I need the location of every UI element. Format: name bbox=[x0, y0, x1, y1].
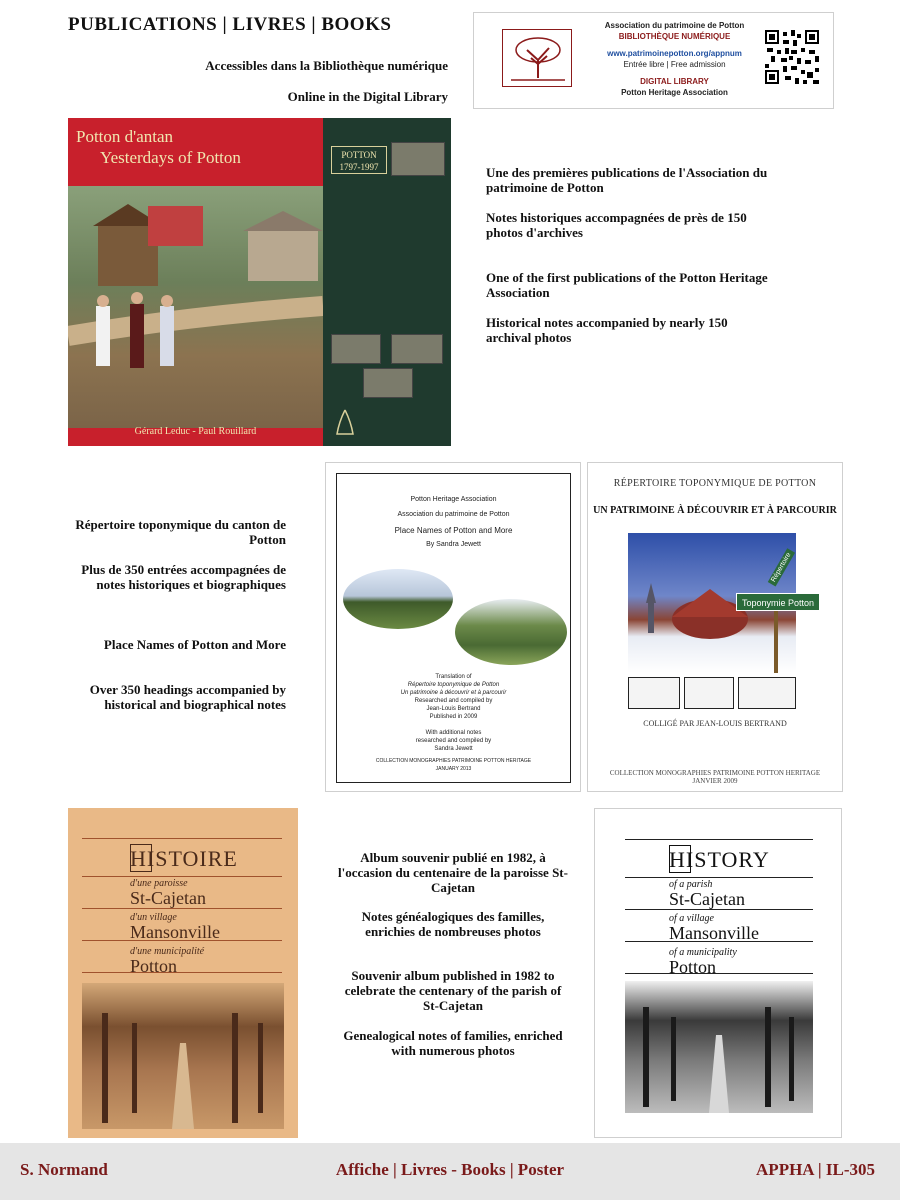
book1-badge-line1: POTTON bbox=[341, 150, 377, 160]
book1-title-line2: Yesterdays of Potton bbox=[100, 148, 241, 167]
access-text-fr: Accessibles dans la Bibliothèque numérique bbox=[205, 58, 448, 73]
footer-reference: APPHA | IL-305 bbox=[756, 1160, 875, 1179]
tree-road-image bbox=[82, 983, 284, 1129]
library-url-link[interactable]: www.patrimoinepotton.org/appnum bbox=[607, 49, 742, 58]
qr-code-icon[interactable] bbox=[763, 28, 821, 86]
book1-description-en-1: One of the first publications of the Potton Heritage Association bbox=[486, 270, 768, 300]
book1-mini-photo bbox=[391, 334, 443, 364]
association-name-fr: Association du patrimoine de Potton bbox=[604, 21, 745, 30]
book3-collection bbox=[588, 769, 842, 785]
book1-date-badge bbox=[331, 146, 387, 174]
page-title: PUBLICATIONS | LIVRES | BOOKS bbox=[68, 14, 392, 35]
book4-description-en-2: Genealogical notes of families, enriched with numerous photos bbox=[343, 1028, 563, 1058]
book4-rule bbox=[82, 876, 282, 877]
book3-street-sign: Toponymie Potton bbox=[736, 593, 820, 611]
association-emblem-icon bbox=[335, 408, 355, 436]
book5-line: of a municipality bbox=[669, 947, 737, 958]
book2-cover-line: Translation of bbox=[435, 674, 472, 680]
library-name-fr: BIBLIOTHÈQUE NUMÉRIQUE bbox=[618, 32, 731, 41]
book5-parish-name: St-Cajetan bbox=[669, 889, 745, 909]
book5-rule bbox=[625, 973, 813, 974]
book5-village-name: Mansonville bbox=[669, 923, 759, 943]
book1-cover-photo bbox=[68, 186, 323, 428]
book2-cover-line: COLLECTION MONOGRAPHIES PATRIMOINE POTTON HERITAGE bbox=[375, 758, 532, 764]
book1-side-panel bbox=[323, 118, 451, 446]
village-scene-image bbox=[68, 186, 323, 428]
book4-line: d'une municipalité bbox=[130, 946, 205, 957]
book2-description-en-1: Place Names of Potton and More bbox=[103, 637, 286, 652]
book2-cover-line: Researched and compiled by bbox=[414, 698, 493, 704]
book3-compiled-by: COLLIGÉ PAR JEAN-LOUIS BERTRAND bbox=[643, 719, 787, 728]
book3-sketch-bridge bbox=[684, 677, 734, 709]
book1-description-fr-2: Notes historiques accompagnées de près de 150 photos d'archives bbox=[486, 210, 747, 240]
book2-cover-line: Répertoire toponymique de Potton bbox=[407, 682, 500, 688]
book-cover-repertoire-toponymique[interactable] bbox=[587, 462, 843, 792]
book3-collection-name: COLLECTION MONOGRAPHIES PATRIMOINE POTTON HERITAGE bbox=[609, 769, 821, 777]
book2-cover-line: With additional notes bbox=[425, 730, 482, 736]
book2-building-photo bbox=[455, 599, 567, 665]
book2-description-fr-1: Répertoire toponymique du canton de Potton bbox=[75, 517, 286, 547]
book5-line: of a parish bbox=[669, 879, 713, 890]
book2-cover-line: Published in 2009 bbox=[429, 714, 478, 720]
book4-line: d'un village bbox=[130, 912, 177, 923]
book3-sketch-road bbox=[628, 677, 680, 709]
book-cover-potton-dantan[interactable] bbox=[68, 118, 451, 446]
book4-description-en-1: Souvenir album published in 1982 to celebrate the centenary of the parish of St-Cajetan bbox=[344, 968, 562, 1013]
book4-municipality-name: Potton bbox=[130, 956, 178, 976]
admission-text: Entrée libre | Free admission bbox=[623, 60, 726, 69]
access-text-en: Online in the Digital Library bbox=[287, 89, 448, 104]
book5-line: of a village bbox=[669, 913, 714, 924]
book-cover-history[interactable] bbox=[594, 808, 842, 1138]
book4-village-name: Mansonville bbox=[130, 922, 220, 942]
book3-header: RÉPERTOIRE TOPONYMIQUE DE POTTON bbox=[613, 478, 817, 489]
book2-cover-line: Association du patrimoine de Potton bbox=[397, 511, 510, 518]
book1-mini-photo bbox=[363, 368, 413, 398]
book1-mini-photo bbox=[331, 334, 381, 364]
book1-title bbox=[76, 126, 326, 168]
book2-cover-line: Jean-Louis Bertrand bbox=[426, 706, 481, 712]
book5-tree-lined-road-photo bbox=[625, 981, 813, 1113]
association-name-en: Potton Heritage Association bbox=[621, 88, 728, 97]
footer-caption: Affiche | Livres - Books | Poster bbox=[335, 1160, 565, 1179]
book2-description-en-2: Over 350 headings accompanied by historical and biographical notes bbox=[89, 682, 286, 712]
book2-cover-line: Potton Heritage Association bbox=[410, 496, 497, 503]
book1-description-en-2: Historical notes accompanied by nearly 150 archival photos bbox=[486, 315, 728, 345]
book2-cover-line: researched and compiled by bbox=[415, 738, 492, 744]
book1-title-line1: Potton d'antan bbox=[76, 127, 174, 146]
book4-rule bbox=[82, 972, 282, 973]
book2-mountain-photo bbox=[343, 569, 453, 629]
book1-authors: Gérard Leduc - Paul Rouillard bbox=[134, 426, 257, 437]
book-cover-histoire[interactable] bbox=[68, 808, 298, 1138]
book2-cover-line: JANUARY 2013 bbox=[435, 766, 472, 772]
book4-line: d'une paroisse bbox=[130, 878, 188, 889]
book1-mini-photo bbox=[391, 142, 445, 176]
tree-road-image bbox=[625, 981, 813, 1113]
book1-description-fr-1: Une des premières publications de l'Association du patrimoine de Potton bbox=[486, 165, 768, 195]
digital-library-card bbox=[473, 12, 834, 109]
book5-municipality-name: Potton bbox=[669, 957, 717, 977]
book5-rule bbox=[625, 877, 813, 878]
association-logo bbox=[502, 29, 572, 87]
book2-cover-title: Place Names of Potton and More bbox=[394, 526, 513, 535]
book5-title: HISTORY bbox=[669, 847, 770, 872]
book5-rule bbox=[625, 839, 813, 840]
book4-description-fr-1: Album souvenir publié en 1982, à l'occasion du centenaire de la paroisse St-Cajetan bbox=[338, 850, 568, 895]
book3-date: JANVIER 2009 bbox=[692, 777, 738, 785]
book3-sketch-church bbox=[738, 677, 796, 709]
book2-description-fr-2: Plus de 350 entrées accompagnées de notes historiques et biographiques bbox=[81, 562, 286, 592]
book4-title: HISTOIRE bbox=[130, 846, 238, 871]
book4-rule bbox=[82, 838, 282, 839]
book2-cover-line: Un patrimoine à découvrir et à parcourir bbox=[400, 690, 507, 696]
book2-cover-author: By Sandra Jewett bbox=[426, 541, 481, 548]
book4-tree-lined-road-photo bbox=[82, 983, 284, 1129]
book3-street-sign-small: Répertoire bbox=[768, 548, 795, 586]
library-name-en: DIGITAL LIBRARY bbox=[640, 77, 709, 86]
book1-badge-line2: 1797-1997 bbox=[339, 162, 379, 172]
book4-description-fr-2: Notes généalogiques des familles, enrichies de nombreuses photos bbox=[361, 909, 545, 939]
book3-subtitle: UN PATRIMOINE À DÉCOUVRIR ET À PARCOURIR bbox=[593, 505, 837, 516]
book4-parish-name: St-Cajetan bbox=[130, 888, 206, 908]
footer-author: S. Normand bbox=[20, 1160, 108, 1179]
tree-logo-icon bbox=[503, 30, 573, 88]
book-cover-place-names[interactable] bbox=[325, 462, 581, 792]
book2-cover-line: Sandra Jewett bbox=[434, 746, 473, 752]
